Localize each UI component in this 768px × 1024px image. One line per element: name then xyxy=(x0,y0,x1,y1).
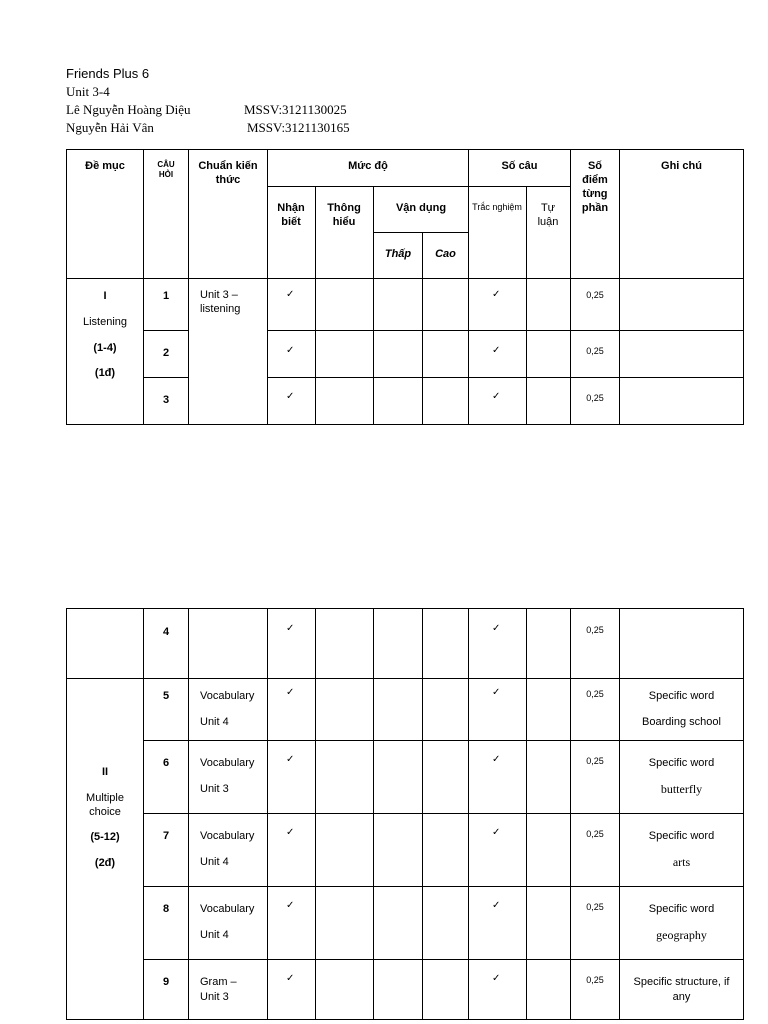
row-9-check-nhan-biet: ✓ xyxy=(286,973,295,984)
row-4-check-trac-nghiem: ✓ xyxy=(492,623,501,634)
row-2-score: 0,25 xyxy=(586,346,604,356)
header-muc-do: Mức độ xyxy=(348,160,388,172)
row-6-standard-b: Unit 3 xyxy=(200,783,229,795)
row-6-score: 0,25 xyxy=(586,756,604,766)
row-6-check-nhan-biet: ✓ xyxy=(286,754,295,765)
student-2-name: Nguyễn Hải Vân xyxy=(66,120,154,135)
row-5-num: 5 xyxy=(162,690,170,702)
row-7-standard-a: Vocabulary xyxy=(200,830,255,842)
student-1-id: MSSV:3121130025 xyxy=(244,102,347,117)
row-2-num: 2 xyxy=(162,347,170,359)
row-9-standard-b: Unit 3 xyxy=(200,991,229,1003)
row-5-standard-a: Vocabulary xyxy=(200,690,255,702)
section-2-roman: II xyxy=(101,766,109,778)
doc-unit: Unit 3-4 xyxy=(66,84,110,99)
row-7-note-b: arts xyxy=(672,855,691,869)
row-6-standard-a: Vocabulary xyxy=(200,757,255,769)
row-5-score: 0,25 xyxy=(586,689,604,699)
header-van-dung: Vận dụng xyxy=(395,202,447,214)
row-5-note-a: Specific word xyxy=(648,690,715,702)
row-4-score: 0,25 xyxy=(586,625,604,635)
section-2-range: (5-12) xyxy=(90,831,120,843)
row-1-score: 0,25 xyxy=(586,290,604,300)
row-5-check-trac-nghiem: ✓ xyxy=(492,687,501,698)
row-8-note-a: Specific word xyxy=(648,903,715,915)
header-thong-hieu: Thông hiểu xyxy=(327,202,361,228)
row-9-num: 9 xyxy=(162,976,170,988)
row-6-note-b: butterfly xyxy=(660,782,703,796)
header-thap: Thấp xyxy=(384,248,412,260)
header-cao: Cao xyxy=(435,248,456,260)
row-3-check-trac-nghiem: ✓ xyxy=(492,391,501,402)
doc-title: Friends Plus 6 xyxy=(66,66,150,81)
row-9-note-a: Specific structure, if xyxy=(633,976,730,988)
row-7-check-trac-nghiem: ✓ xyxy=(492,827,501,838)
header-cau-hoi: CÂU HỎI xyxy=(157,160,175,179)
row-7-note-a: Specific word xyxy=(648,830,715,842)
row-8-check-nhan-biet: ✓ xyxy=(286,900,295,911)
row-3-check-nhan-biet: ✓ xyxy=(286,391,295,402)
header-so-cau: Số câu xyxy=(501,160,538,172)
row-8-num: 8 xyxy=(162,903,170,915)
row-9-note-b: any xyxy=(672,991,691,1003)
section-2-name: Multiple choice xyxy=(86,792,124,818)
row-8-standard-a: Vocabulary xyxy=(200,903,255,915)
row-8-standard-b: Unit 4 xyxy=(200,929,229,941)
section-1-standard: Unit 3 – listening xyxy=(200,289,241,315)
row-3-num: 3 xyxy=(162,394,170,406)
row-4-check-nhan-biet: ✓ xyxy=(286,623,295,634)
row-1-check-trac-nghiem: ✓ xyxy=(492,289,501,300)
row-1-num: 1 xyxy=(162,290,170,302)
section-1-points: (1đ) xyxy=(94,367,116,379)
row-7-standard-b: Unit 4 xyxy=(200,856,229,868)
header-nhan-biet: Nhận biết xyxy=(277,202,305,228)
row-1-check-nhan-biet: ✓ xyxy=(286,289,295,300)
row-6-note-a: Specific word xyxy=(648,757,715,769)
section-1-range: (1-4) xyxy=(93,342,117,354)
row-8-note-b: geography xyxy=(656,928,707,942)
row-5-note-b: Boarding school xyxy=(642,716,721,728)
section-1-roman: I xyxy=(103,290,107,302)
header-de-muc: Đề mục xyxy=(85,160,125,172)
row-7-score: 0,25 xyxy=(586,829,604,839)
row-7-num: 7 xyxy=(162,830,170,842)
row-9-standard-a: Gram – xyxy=(200,976,237,988)
row-2-check-trac-nghiem: ✓ xyxy=(492,345,501,356)
student-2-id: MSSV:3121130165 xyxy=(247,120,350,135)
header-trac-nghiem: Trắc nghiệm xyxy=(472,202,522,212)
row-9-check-trac-nghiem: ✓ xyxy=(492,973,501,984)
section-2-points: (2đ) xyxy=(94,857,116,869)
row-8-check-trac-nghiem: ✓ xyxy=(492,900,501,911)
row-4-num: 4 xyxy=(162,626,170,638)
header-tu-luan: Tự luận xyxy=(537,202,559,228)
header-ghi-chu: Ghi chú xyxy=(661,160,702,172)
row-5-check-nhan-biet: ✓ xyxy=(286,687,295,698)
row-6-num: 6 xyxy=(162,757,170,769)
row-5-standard-b: Unit 4 xyxy=(200,716,229,728)
student-1-name: Lê Nguyễn Hoàng Diệu xyxy=(66,102,191,117)
row-9-score: 0,25 xyxy=(586,975,604,985)
section-1-name: Listening xyxy=(82,316,128,328)
row-2-check-nhan-biet: ✓ xyxy=(286,345,295,356)
row-6-check-trac-nghiem: ✓ xyxy=(492,754,501,765)
row-7-check-nhan-biet: ✓ xyxy=(286,827,295,838)
header-chuan-kien-thuc: Chuẩn kiến thức xyxy=(198,160,258,186)
row-3-score: 0,25 xyxy=(586,393,604,403)
header-so-diem: Số điểm từng phần xyxy=(581,160,609,214)
row-8-score: 0,25 xyxy=(586,902,604,912)
